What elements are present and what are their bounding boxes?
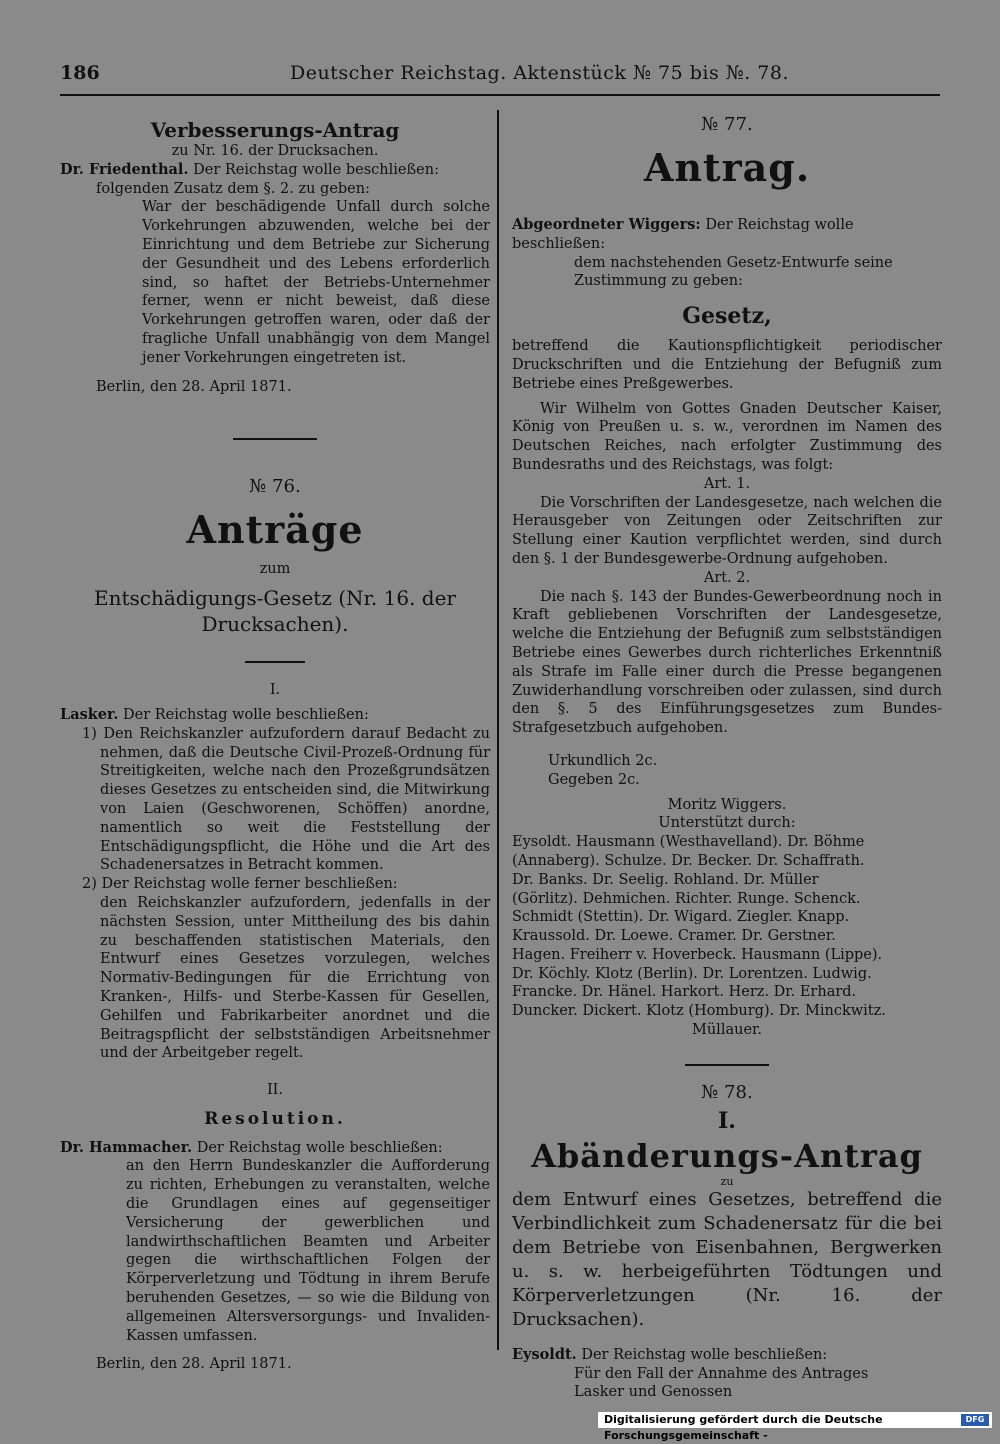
running-title: Deutscher Reichstag. Aktenstück № 75 bis №. 78. — [290, 62, 790, 84]
b1-intro-line — [60, 161, 490, 180]
supporter-line: Francke. Dr. Hänel. Harkort. Herz. Dr. Erhard. — [512, 984, 857, 1001]
supporter-line: Müllauer. — [692, 1022, 762, 1039]
b2-number: № 76. — [249, 476, 301, 498]
supporter-line: Dr. Köchly. Klotz (Berlin). Dr. Lorentzen. Ludwig. — [512, 965, 872, 982]
b4-roman: I. — [718, 1107, 736, 1134]
page-header — [60, 60, 940, 88]
b1-line2: folgenden Zusatz dem §. 2. zu geben: — [96, 180, 370, 197]
supported-by: Unterstützt durch: — [658, 815, 796, 832]
r1-intro-line — [60, 706, 490, 725]
page-number: 186 — [60, 62, 100, 84]
r1-point2-text: den Reichskanzler aufzufordern, jedenfalls in der nächsten Session, unter Mittheilung des bis dahin zu beschaffenden statistischen Materials, den Entwurf eines Gesetzes vorzulegen, welches Normativ-Bedingungen für die Errichtung von Kranken-, Hilfs- und Sterbe-Kassen für Gesellen, Gehilfen und Fabrikarbeiter anordnet und die Beitragspflicht der selbstständigen Arbeitsnehmer und der Arbeitgeber regelt. — [100, 894, 490, 1062]
law-title: Gesetz, — [682, 303, 772, 330]
b4-line1: Für den Fall der Annahme des Antrages — [574, 1365, 869, 1382]
b1-date: Berlin, den 28. April 1871. — [96, 378, 292, 395]
header-rule — [60, 94, 940, 96]
r1-roman: I. — [269, 682, 281, 699]
b1-subtitle: zu Nr. 16. der Drucksachen. — [171, 143, 379, 159]
b4-line2: Lasker und Genossen — [574, 1384, 733, 1401]
r2-roman: II. — [266, 1082, 284, 1099]
signature: Moritz Wiggers. — [667, 796, 787, 813]
supporters-list — [512, 833, 942, 1040]
art1-heading: Art. 1. — [703, 475, 751, 492]
gegeben: Gegeben 2c. — [548, 771, 640, 788]
b3-title: Antrag. — [643, 145, 811, 190]
law-preamble: Wir Wilhelm von Gottes Gnaden Deutscher Kaiser, König von Preußen u. s. w., verordnen im Namen des Deutschen Reiches, nach erfolgter Zustimmung des Bundesraths und des Reichstags, was folgt: — [512, 400, 942, 473]
b3-intro-line — [512, 216, 942, 254]
b3-author: Abgeordneter Wiggers: — [512, 216, 701, 233]
left-column — [60, 118, 490, 1374]
b3-number: № 77. — [701, 114, 753, 135]
b1-author: Dr. Friedenthal. — [60, 160, 189, 178]
r2-date: Berlin, den 28. April 1871. — [96, 1356, 292, 1373]
b4-subtitle: dem Entwurf eines Gesetzes, betreffend die Verbindlichkeit zum Schadenersatz für die bei dem Betriebe von Eisenbahnen, Bergwerken u. s. w. herbeigeführten Tödtungen und Körperverletzungen (Nr. 16. der Drucksachen). — [512, 1188, 942, 1330]
art1-text: Die Vorschriften der Landesgesetze, nach welchen die Herausgeber von Zeitungen oder Zeitschriften zur Stellung einer Kaution verpflichtet werden, sind durch den §. 1 der Bundesgewerbe-Ordnung aufgehoben. — [512, 494, 942, 567]
b2-title: Anträge — [186, 507, 364, 553]
supporter-line: Eysoldt. Hausmann (Westhavelland). Dr. Böhme — [512, 834, 865, 851]
b4-number: № 78. — [701, 1081, 753, 1103]
b2-sub2: Drucksachen). — [201, 612, 349, 637]
supporter-line: Kraussold. Dr. Loewe. Cramer. Dr. Gerstner. — [512, 928, 836, 945]
b4-intro: Der Reichstag wolle beschließen: — [581, 1346, 828, 1363]
r2-intro: Der Reichstag wolle beschließen: — [196, 1139, 443, 1156]
r2-title: Resolution. — [204, 1108, 346, 1129]
supporter-line: (Görlitz). Dehmichen. Richter. Runge. Schenck. — [512, 890, 861, 907]
supporter-line: Schmidt (Stettin). Dr. Wigard. Ziegler. Knapp. — [512, 909, 850, 926]
supporter-line: (Annaberg). Schulze. Dr. Becker. Dr. Schaffrath. — [512, 852, 865, 869]
art2-text: Die nach §. 143 der Bundes-Gewerbeordnung noch in Kraft gebliebenen Vorschriften der Landesgesetze, welche die Entziehung der Befugniß zum selbstständigen Betriebe eines Gewerbes durch richterliches Erkenntniß als Strafe im Falle einer durch die Presse begangenen Zuwiderhandlung vorschreiben oder zulassen, sind durch den §. 5 des Einführungsgesetzes zum Bundes-Strafgesetzbuch aufgehoben. — [512, 588, 942, 737]
b1-title: Verbesserungs-Antrag — [150, 118, 400, 142]
r1-point1: 1) Den Reichskanzler aufzufordern darauf Bedacht zu nehmen, daß die Deutsche Civil-Prozeß-Ordnung für Streitigkeiten, welche nach den Prozeßgrundsätzen dieses Gesetzes zu entscheiden sind, die Mitwirkung von Laien (Geschworenen, Schöffen) anordne, namentlich so weit die Feststellung der Entschädigungspflicht, die Höhe und die Art des Schadenersatzes in Betracht kommen. — [82, 725, 490, 874]
column-divider — [497, 110, 499, 1350]
art2-heading: Art. 2. — [703, 569, 751, 586]
r1-author: Lasker. — [60, 705, 119, 723]
supporter-line: Hagen. Freiherr v. Hoverbeck. Hausmann (Lippe). — [512, 946, 883, 963]
footer-text: Digitalisierung gefördert durch die Deutsche Forschungsgemeinschaft - — [604, 1413, 883, 1442]
r2-intro-line — [60, 1139, 490, 1158]
right-column — [512, 112, 942, 1402]
b3-intro: Der Reichstag wolle beschließen: — [512, 217, 854, 252]
b4-author: Eysoldt. — [512, 1345, 577, 1363]
supporter-line: Dr. Banks. Dr. Seelig. Rohland. Dr. Müller — [512, 871, 819, 888]
r2-text: an den Herrn Bundeskanzler die Aufforderung zu richten, Erhebungen zu veranstalten, welche die Grundlagen eines auf gegenseitiger Versicherung der gewerblichen und landwirthschaftlichen Beamten und Arbeiter gegen die wirthschaftlichen Folgen der Körperverletzung und Tödtung in ihrem Berufe beruhenden Gesetzes, — so wie die Bildung von allgemeinen Altersversorgungs- und Invaliden-Kassen umfassen. — [126, 1158, 490, 1344]
urkundlich: Urkundlich 2c. — [548, 752, 658, 769]
digitization-footer — [598, 1412, 992, 1442]
r2-author: Dr. Hammacher. — [60, 1138, 193, 1156]
b4-title: Abänderungs-Antrag — [531, 1136, 923, 1175]
b1-intro: Der Reichstag wolle beschließen: — [193, 161, 439, 178]
b2-sub1: Entschädigungs-Gesetz (Nr. 16. der — [94, 586, 456, 611]
b4-zu: zu — [720, 1174, 734, 1188]
supporter-line: Duncker. Dickert. Klotz (Homburg). Dr. Minckwitz. — [512, 1003, 886, 1020]
r1-intro: Der Reichstag wolle beschließen: — [123, 706, 369, 723]
b3-line2: dem nachstehenden Gesetz-Entwurfe seine Zustimmung zu geben: — [574, 254, 893, 290]
b2-zum: zum — [259, 561, 291, 578]
b4-intro-line — [512, 1346, 942, 1365]
dfg-logo: DFG — [961, 1414, 989, 1426]
law-subtitle: betreffend die Kautionspflichtigkeit periodischer Druckschriften und die Entziehung der Befugniß zum Betriebe eines Preßgewerbes. — [512, 338, 942, 392]
b1-text: War der beschädigende Unfall durch solche Vorkehrungen abzuwenden, welche bei der Einrichtung und dem Betriebe zur Sicherung der Gesundheit und des Lebens erforderlich sind, so haftet der Betriebs-Unternehmer ferner, wenn er nicht beweist, daß diese Vorkehrungen getroffen waren, oder daß der fragliche Unfall unabhängig von dem Mangel jener Vorkehrungen eingetreten ist. — [142, 199, 490, 366]
r1-point2-intro: 2) Der Reichstag wolle ferner beschließen: — [82, 876, 398, 893]
